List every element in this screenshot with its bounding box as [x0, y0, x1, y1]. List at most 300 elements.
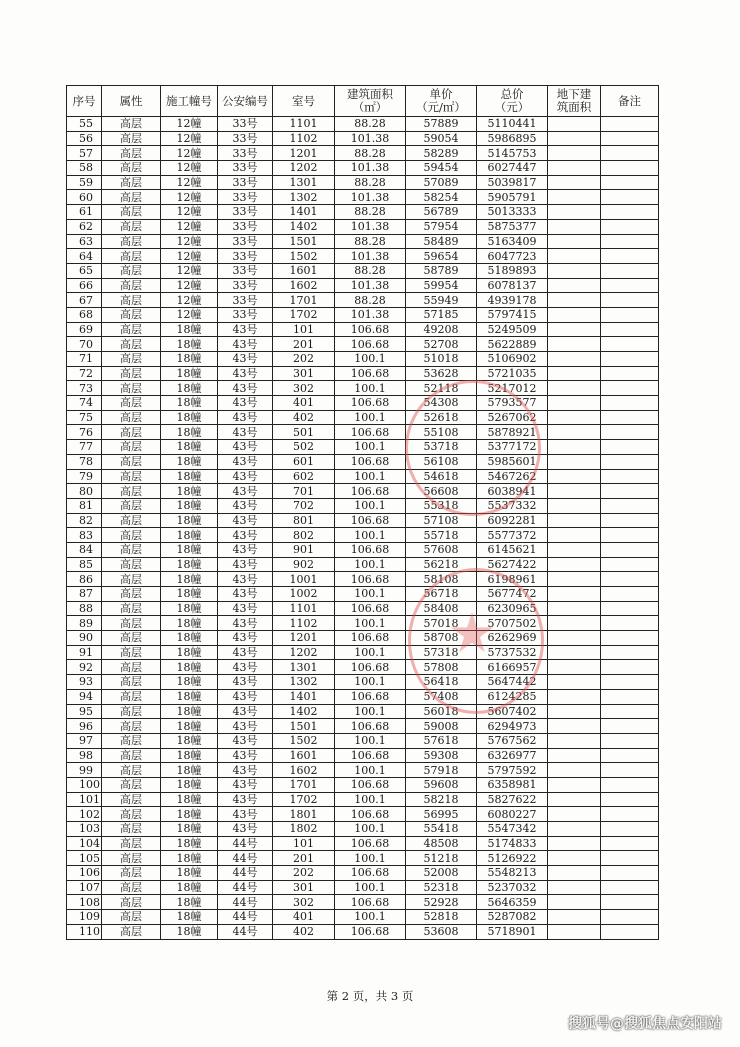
cell-unit-price: 56418 — [406, 675, 477, 690]
cell-index: 110 — [67, 924, 102, 939]
table-row — [67, 660, 659, 675]
cell-police-no: 43号 — [218, 513, 273, 528]
cell-building: 18幢 — [161, 557, 218, 572]
cell-area: 106.68 — [335, 601, 406, 616]
cell-remarks — [601, 307, 659, 322]
cell-underground-area — [548, 175, 601, 190]
cell-remarks — [601, 880, 659, 895]
cell-area: 100.1 — [335, 910, 406, 925]
cell-type: 高层 — [102, 616, 161, 631]
cell-building: 18幢 — [161, 396, 218, 411]
cell-building: 18幢 — [161, 822, 218, 837]
cell-type: 高层 — [102, 190, 161, 205]
cell-underground-area — [548, 836, 601, 851]
cell-remarks — [601, 719, 659, 734]
table-row — [67, 146, 659, 161]
cell-police-no: 43号 — [218, 689, 273, 704]
cell-room: 1702 — [273, 307, 335, 322]
cell-room: 1001 — [273, 572, 335, 587]
cell-total-price: 6166957 — [477, 660, 548, 675]
cell-total-price: 5797415 — [477, 307, 548, 322]
cell-police-no: 43号 — [218, 719, 273, 734]
cell-type: 高层 — [102, 587, 161, 602]
cell-index: 71 — [67, 352, 102, 367]
cell-underground-area — [548, 381, 601, 396]
cell-room: 601 — [273, 454, 335, 469]
cell-unit-price: 59008 — [406, 719, 477, 734]
table-row — [67, 381, 659, 396]
cell-building: 18幢 — [161, 484, 218, 499]
cell-police-no: 43号 — [218, 425, 273, 440]
cell-unit-price: 52118 — [406, 381, 477, 396]
cell-total-price: 5905791 — [477, 190, 548, 205]
cell-type: 高层 — [102, 263, 161, 278]
cell-unit-price: 52618 — [406, 410, 477, 425]
cell-unit-price: 58108 — [406, 572, 477, 587]
cell-underground-area — [548, 557, 601, 572]
cell-room: 201 — [273, 851, 335, 866]
cell-room: 201 — [273, 337, 335, 352]
cell-area: 106.68 — [335, 689, 406, 704]
cell-underground-area — [548, 572, 601, 587]
cell-type: 高层 — [102, 822, 161, 837]
cell-total-price: 6078137 — [477, 278, 548, 293]
cell-type: 高层 — [102, 175, 161, 190]
table-row — [67, 513, 659, 528]
cell-index: 72 — [67, 366, 102, 381]
cell-area: 88.28 — [335, 117, 406, 132]
cell-room: 402 — [273, 410, 335, 425]
cell-unit-price: 48508 — [406, 836, 477, 851]
cell-room: 1101 — [273, 601, 335, 616]
cell-remarks — [601, 866, 659, 881]
cell-area: 100.1 — [335, 733, 406, 748]
cell-total-price: 6080227 — [477, 807, 548, 822]
cell-index: 107 — [67, 880, 102, 895]
cell-area: 100.1 — [335, 528, 406, 543]
cell-unit-price: 57018 — [406, 616, 477, 631]
table-row — [67, 645, 659, 660]
cell-police-no: 43号 — [218, 396, 273, 411]
cell-index: 100 — [67, 777, 102, 792]
cell-area: 100.1 — [335, 498, 406, 513]
cell-remarks — [601, 601, 659, 616]
table-row — [67, 792, 659, 807]
cell-unit-price: 52008 — [406, 866, 477, 881]
cell-building: 18幢 — [161, 425, 218, 440]
cell-unit-price: 57618 — [406, 733, 477, 748]
cell-area: 88.28 — [335, 205, 406, 220]
cell-room: 902 — [273, 557, 335, 572]
cell-area: 100.1 — [335, 469, 406, 484]
cell-remarks — [601, 763, 659, 778]
cell-underground-area — [548, 454, 601, 469]
cell-total-price: 4939178 — [477, 293, 548, 308]
cell-room: 702 — [273, 498, 335, 513]
cell-building: 18幢 — [161, 733, 218, 748]
table-row — [67, 631, 659, 646]
cell-type: 高层 — [102, 572, 161, 587]
cell-building: 18幢 — [161, 440, 218, 455]
cell-underground-area — [548, 146, 601, 161]
cell-area: 100.1 — [335, 381, 406, 396]
cell-total-price: 5249509 — [477, 322, 548, 337]
cell-total-price: 6230965 — [477, 601, 548, 616]
cell-type: 高层 — [102, 205, 161, 220]
cell-index: 55 — [67, 117, 102, 132]
table-row — [67, 763, 659, 778]
cell-underground-area — [548, 880, 601, 895]
cell-building: 18幢 — [161, 645, 218, 660]
cell-underground-area — [548, 587, 601, 602]
cell-police-no: 43号 — [218, 763, 273, 778]
cell-police-no: 44号 — [218, 866, 273, 881]
cell-underground-area — [548, 366, 601, 381]
table-row — [67, 910, 659, 925]
cell-unit-price: 52318 — [406, 880, 477, 895]
cell-total-price: 5827622 — [477, 792, 548, 807]
cell-police-no: 44号 — [218, 880, 273, 895]
cell-type: 高层 — [102, 631, 161, 646]
header-index: 序号 — [67, 86, 102, 117]
cell-index: 79 — [67, 469, 102, 484]
cell-total-price: 5145753 — [477, 146, 548, 161]
cell-type: 高层 — [102, 293, 161, 308]
cell-room: 202 — [273, 866, 335, 881]
cell-underground-area — [548, 498, 601, 513]
cell-unit-price: 58789 — [406, 263, 477, 278]
cell-building: 18幢 — [161, 587, 218, 602]
cell-police-no: 33号 — [218, 131, 273, 146]
cell-room: 802 — [273, 528, 335, 543]
cell-area: 100.1 — [335, 763, 406, 778]
table-row — [67, 410, 659, 425]
cell-remarks — [601, 572, 659, 587]
cell-index: 85 — [67, 557, 102, 572]
cell-room: 202 — [273, 352, 335, 367]
cell-total-price: 5797592 — [477, 763, 548, 778]
cell-room: 1302 — [273, 190, 335, 205]
cell-total-price: 5189893 — [477, 263, 548, 278]
cell-underground-area — [548, 822, 601, 837]
cell-unit-price: 56018 — [406, 704, 477, 719]
table-row — [67, 866, 659, 881]
cell-room: 501 — [273, 425, 335, 440]
cell-index: 69 — [67, 322, 102, 337]
cell-room: 1401 — [273, 689, 335, 704]
cell-remarks — [601, 131, 659, 146]
cell-police-no: 43号 — [218, 660, 273, 675]
cell-building: 18幢 — [161, 366, 218, 381]
cell-unit-price: 52928 — [406, 895, 477, 910]
cell-total-price: 5287082 — [477, 910, 548, 925]
cell-building: 18幢 — [161, 763, 218, 778]
cell-type: 高层 — [102, 454, 161, 469]
cell-underground-area — [548, 234, 601, 249]
cell-index: 94 — [67, 689, 102, 704]
cell-unit-price: 53718 — [406, 440, 477, 455]
cell-building: 18幢 — [161, 910, 218, 925]
table-row — [67, 777, 659, 792]
cell-police-no: 43号 — [218, 542, 273, 557]
cell-area: 101.38 — [335, 278, 406, 293]
cell-type: 高层 — [102, 836, 161, 851]
cell-unit-price: 58289 — [406, 146, 477, 161]
cell-remarks — [601, 616, 659, 631]
cell-room: 401 — [273, 396, 335, 411]
cell-index: 102 — [67, 807, 102, 822]
cell-underground-area — [548, 219, 601, 234]
cell-remarks — [601, 895, 659, 910]
cell-type: 高层 — [102, 880, 161, 895]
cell-total-price: 5607402 — [477, 704, 548, 719]
cell-underground-area — [548, 249, 601, 264]
cell-total-price: 5737532 — [477, 645, 548, 660]
cell-type: 高层 — [102, 322, 161, 337]
cell-index: 81 — [67, 498, 102, 513]
cell-type: 高层 — [102, 498, 161, 513]
cell-total-price: 6027447 — [477, 161, 548, 176]
cell-unit-price: 52818 — [406, 910, 477, 925]
cell-total-price: 6047723 — [477, 249, 548, 264]
cell-unit-price: 55949 — [406, 293, 477, 308]
cell-area: 106.68 — [335, 425, 406, 440]
cell-total-price: 5537332 — [477, 498, 548, 513]
cell-police-no: 33号 — [218, 249, 273, 264]
cell-police-no: 43号 — [218, 631, 273, 646]
table-row — [67, 454, 659, 469]
cell-total-price: 6038941 — [477, 484, 548, 499]
cell-remarks — [601, 352, 659, 367]
cell-police-no: 43号 — [218, 410, 273, 425]
cell-type: 高层 — [102, 645, 161, 660]
cell-room: 301 — [273, 880, 335, 895]
cell-total-price: 5126922 — [477, 851, 548, 866]
cell-unit-price: 55718 — [406, 528, 477, 543]
cell-room: 801 — [273, 513, 335, 528]
cell-police-no: 44号 — [218, 895, 273, 910]
table-row — [67, 616, 659, 631]
cell-room: 1002 — [273, 587, 335, 602]
cell-area: 106.68 — [335, 836, 406, 851]
cell-unit-price: 56108 — [406, 454, 477, 469]
cell-area: 106.68 — [335, 572, 406, 587]
cell-police-no: 43号 — [218, 454, 273, 469]
cell-index: 60 — [67, 190, 102, 205]
cell-area: 100.1 — [335, 822, 406, 837]
cell-police-no: 43号 — [218, 322, 273, 337]
cell-police-no: 43号 — [218, 616, 273, 631]
cell-remarks — [601, 161, 659, 176]
cell-total-price: 5039817 — [477, 175, 548, 190]
cell-room: 701 — [273, 484, 335, 499]
cell-remarks — [601, 366, 659, 381]
cell-building: 18幢 — [161, 572, 218, 587]
cell-room: 1102 — [273, 616, 335, 631]
cell-building: 18幢 — [161, 601, 218, 616]
cell-building: 12幢 — [161, 234, 218, 249]
cell-index: 108 — [67, 895, 102, 910]
cell-total-price: 5627422 — [477, 557, 548, 572]
cell-room: 1502 — [273, 733, 335, 748]
cell-remarks — [601, 469, 659, 484]
table-row — [67, 748, 659, 763]
table-row — [67, 396, 659, 411]
cell-index: 77 — [67, 440, 102, 455]
cell-type: 高层 — [102, 777, 161, 792]
cell-underground-area — [548, 645, 601, 660]
cell-remarks — [601, 454, 659, 469]
cell-room: 1801 — [273, 807, 335, 822]
table-row — [67, 587, 659, 602]
cell-total-price: 6124285 — [477, 689, 548, 704]
cell-police-no: 33号 — [218, 234, 273, 249]
cell-index: 61 — [67, 205, 102, 220]
cell-building: 12幢 — [161, 117, 218, 132]
cell-remarks — [601, 748, 659, 763]
cell-index: 67 — [67, 293, 102, 308]
cell-total-price: 5707502 — [477, 616, 548, 631]
cell-index: 64 — [67, 249, 102, 264]
cell-unit-price: 56218 — [406, 557, 477, 572]
cell-index: 75 — [67, 410, 102, 425]
cell-unit-price: 57108 — [406, 513, 477, 528]
cell-room: 1101 — [273, 117, 335, 132]
cell-type: 高层 — [102, 719, 161, 734]
cell-police-no: 43号 — [218, 748, 273, 763]
cell-underground-area — [548, 763, 601, 778]
cell-room: 1601 — [273, 748, 335, 763]
cell-remarks — [601, 234, 659, 249]
cell-type: 高层 — [102, 352, 161, 367]
cell-index: 63 — [67, 234, 102, 249]
cell-underground-area — [548, 704, 601, 719]
cell-area: 100.1 — [335, 557, 406, 572]
cell-unit-price: 55418 — [406, 822, 477, 837]
cell-remarks — [601, 322, 659, 337]
cell-room: 1701 — [273, 777, 335, 792]
cell-police-no: 43号 — [218, 557, 273, 572]
cell-room: 1301 — [273, 175, 335, 190]
cell-type: 高层 — [102, 910, 161, 925]
cell-unit-price: 55108 — [406, 425, 477, 440]
table-row — [67, 337, 659, 352]
cell-index: 86 — [67, 572, 102, 587]
table-row — [67, 733, 659, 748]
cell-area: 106.68 — [335, 777, 406, 792]
cell-unit-price: 58489 — [406, 234, 477, 249]
cell-remarks — [601, 190, 659, 205]
cell-building: 12幢 — [161, 249, 218, 264]
cell-room: 1402 — [273, 704, 335, 719]
cell-type: 高层 — [102, 366, 161, 381]
cell-underground-area — [548, 616, 601, 631]
cell-underground-area — [548, 851, 601, 866]
cell-index: 87 — [67, 587, 102, 602]
cell-total-price: 5217012 — [477, 381, 548, 396]
cell-type: 高层 — [102, 792, 161, 807]
table-row — [67, 293, 659, 308]
cell-area: 88.28 — [335, 263, 406, 278]
table-row — [67, 190, 659, 205]
table-row — [67, 440, 659, 455]
cell-room: 1501 — [273, 719, 335, 734]
cell-building: 12幢 — [161, 278, 218, 293]
cell-area: 106.68 — [335, 484, 406, 499]
cell-area: 100.1 — [335, 410, 406, 425]
cell-total-price: 5548213 — [477, 866, 548, 881]
cell-building: 12幢 — [161, 219, 218, 234]
cell-police-no: 43号 — [218, 675, 273, 690]
cell-room: 1601 — [273, 263, 335, 278]
cell-police-no: 33号 — [218, 161, 273, 176]
cell-remarks — [601, 249, 659, 264]
cell-underground-area — [548, 161, 601, 176]
cell-room: 101 — [273, 836, 335, 851]
cell-type: 高层 — [102, 704, 161, 719]
cell-total-price: 5237032 — [477, 880, 548, 895]
cell-type: 高层 — [102, 528, 161, 543]
cell-type: 高层 — [102, 131, 161, 146]
table-row — [67, 851, 659, 866]
cell-area: 88.28 — [335, 293, 406, 308]
cell-area: 101.38 — [335, 190, 406, 205]
cell-total-price: 5986895 — [477, 131, 548, 146]
cell-type: 高层 — [102, 557, 161, 572]
cell-unit-price: 57889 — [406, 117, 477, 132]
table-row — [67, 895, 659, 910]
cell-area: 100.1 — [335, 851, 406, 866]
header-area: 建筑面积 （㎡） — [335, 86, 406, 117]
cell-remarks — [601, 733, 659, 748]
cell-unit-price: 56718 — [406, 587, 477, 602]
cell-remarks — [601, 557, 659, 572]
cell-police-no: 43号 — [218, 733, 273, 748]
cell-underground-area — [548, 117, 601, 132]
cell-unit-price: 59454 — [406, 161, 477, 176]
cell-building: 18幢 — [161, 410, 218, 425]
table-row — [67, 557, 659, 572]
cell-room: 901 — [273, 542, 335, 557]
cell-index: 89 — [67, 616, 102, 631]
cell-remarks — [601, 528, 659, 543]
cell-index: 65 — [67, 263, 102, 278]
header-type: 属性 — [102, 86, 161, 117]
cell-index: 99 — [67, 763, 102, 778]
cell-remarks — [601, 278, 659, 293]
cell-unit-price: 57918 — [406, 763, 477, 778]
cell-type: 高层 — [102, 396, 161, 411]
cell-underground-area — [548, 733, 601, 748]
table-row — [67, 719, 659, 734]
table-row — [67, 469, 659, 484]
table-row — [67, 263, 659, 278]
cell-unit-price: 57608 — [406, 542, 477, 557]
cell-building: 18幢 — [161, 704, 218, 719]
cell-underground-area — [548, 807, 601, 822]
cell-type: 高层 — [102, 542, 161, 557]
cell-room: 302 — [273, 381, 335, 396]
cell-unit-price: 54308 — [406, 396, 477, 411]
cell-unit-price: 51018 — [406, 352, 477, 367]
cell-type: 高层 — [102, 234, 161, 249]
cell-remarks — [601, 175, 659, 190]
cell-type: 高层 — [102, 425, 161, 440]
cell-building: 18幢 — [161, 689, 218, 704]
cell-building: 18幢 — [161, 513, 218, 528]
cell-remarks — [601, 822, 659, 837]
cell-remarks — [601, 807, 659, 822]
